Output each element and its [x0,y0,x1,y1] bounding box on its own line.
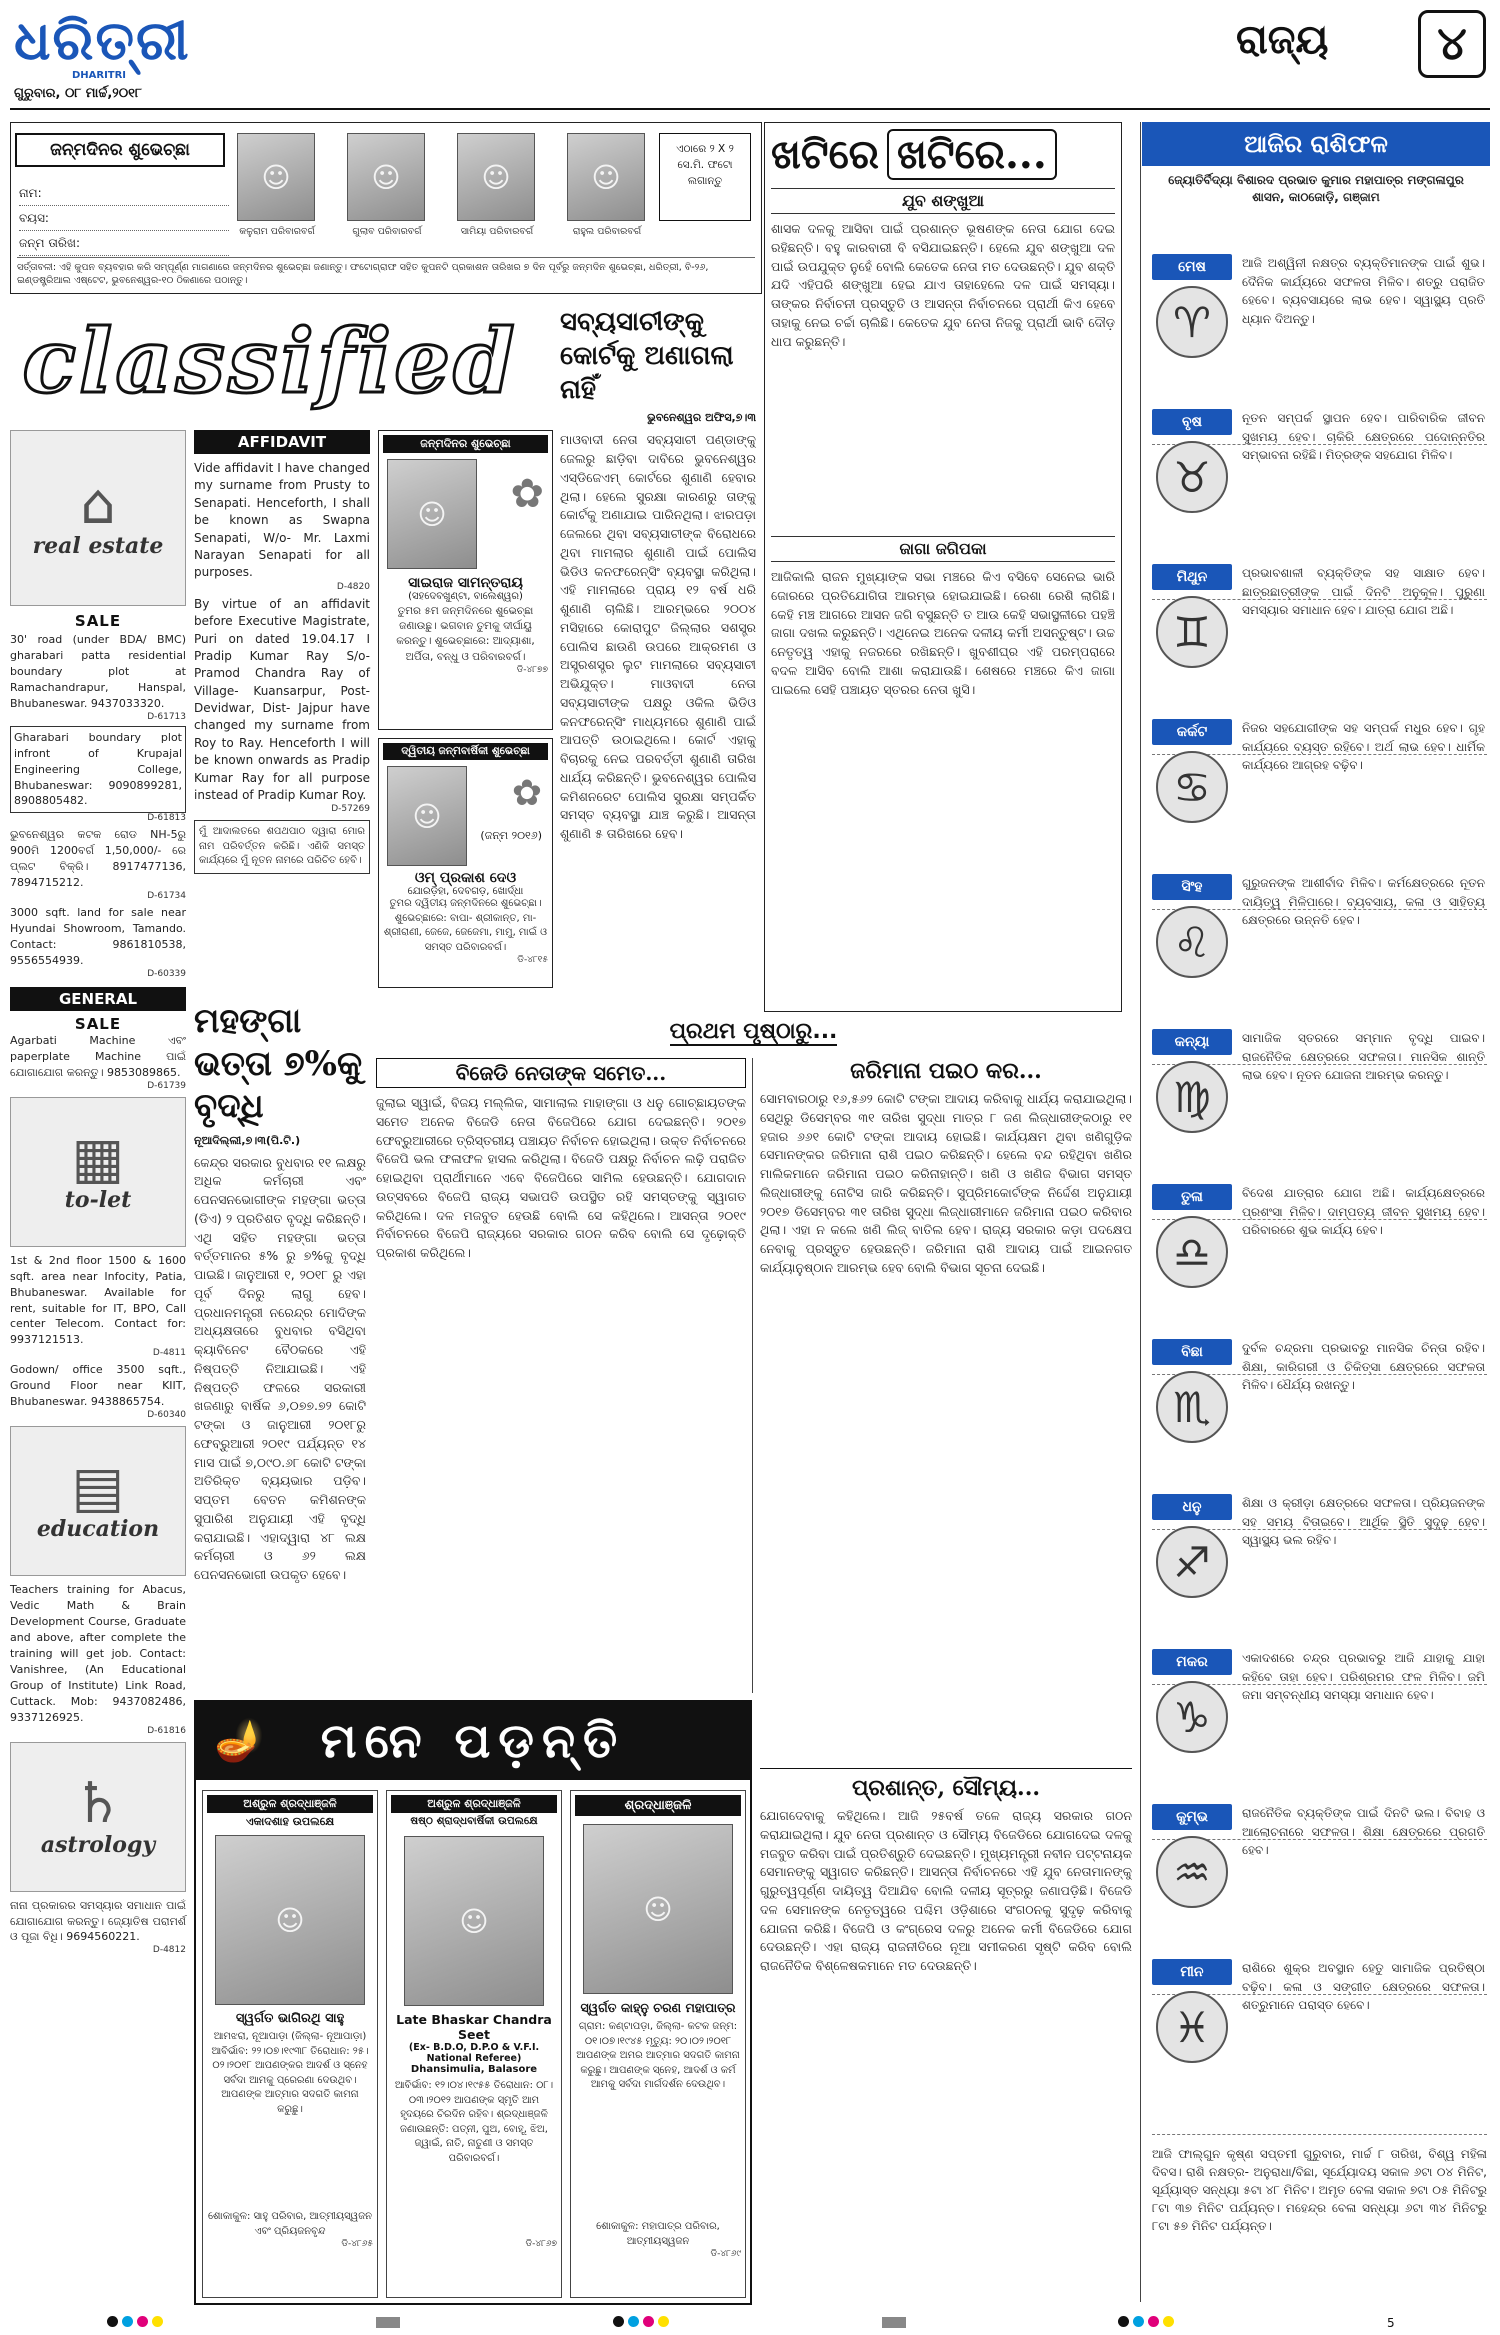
obit-3-name: ସ୍ୱର୍ଗତ କାହ୍ନୁ ଚରଣ ମହାପାତ୍ର [580,2000,736,2015]
mane-padanti-title-text: ମନେ ପଡ଼ନ୍ତି [320,1713,626,1769]
education-label: education [36,1516,160,1543]
leo-icon: ♌ [1156,906,1228,978]
grey-patch-2 [882,2317,906,2328]
to-let-label: to-let [64,1186,132,1213]
registration-marks-2 [611,2316,671,2330]
affidavit-ad-3: ମୁଁ ଆଦାଲତରେ ଶପଥପାଠ ଦ୍ୱାରା ମୋର ନାମ ପରିବର୍ତ୍ତନ କରିଛି। ଏଣିକି ସମସ୍ତ କାର୍ଯ୍ୟରେ ମୁଁ ନୂତନ ନାମରେ ପରିଚିତ ହେବି। [194,820,370,874]
birthday-wish-1 [378,430,553,730]
aries-icon: ♈ [1156,286,1228,358]
birthday-wish-1-photo: ☺ [387,459,477,569]
coupon-photo-3: ☺ [457,133,535,221]
affidavit-column [194,430,370,990]
education-box [10,1426,186,1576]
astrology-ad: ନାନା ପ୍ରକାରର ସମସ୍ୟାର ସମାଧାନ ପାଇଁ ଯୋଗାଯୋଗ କରନ୍ତୁ। ଜ୍ୟୋତିଷ ପରାମର୍ଶ ଓ ପୂଜା ବିଧି। 9694560221. [10,1898,186,1944]
to-let-ad-2-code: D-60340 [147,1410,186,1421]
rashi-brusha-name: ବୃଷ [1152,409,1232,435]
story-court-body: ମାଓବାଦୀ ନେତା ସବ୍ୟସାଚୀ ପଣ୍ଡାଙ୍କୁ ଜେଲରୁ ଛାଡ଼ିବା ଦାବିରେ ଭୁବନେଶ୍ୱର ଏସ୍‌ଡିଜେଏମ୍ କୋର୍ଟରେ ଶୁଣାଣି ହେବାର ଥିଲା। ହେଲେ ସୁରକ୍ଷା କାରଣରୁ ତାଙ୍କୁ କୋର୍ଟକୁ ଅଣାଯାଇ ପାରିନଥିଲା। ଝାରପଡ଼ା ଜେଲରେ ଥିବା ସବ୍ୟସାଚୀଙ୍କ ବିରୋଧରେ ଥିବା ମାମଲାର ଶୁଣାଣି ପାଇଁ ପୋଲିସ ଭିଡିଓ କନଫରେନ୍ସିଂ ବ୍ୟବସ୍ଥା କରିଥିଲା। ଏହି ମାମଲାରେ ପ୍ରାୟ ୧୨ ବର୍ଷ ଧରି ଶୁଣାଣି ଚାଲିଛି। ଆରମ୍ଭରେ ୨୦୦୪ ମସିହାରେ କୋରାପୁଟ ଜିଲ୍ଲାର ସଶସ୍ତ୍ର ପୋଲିସ ଛାଉଣି ଉପରେ ଆକ୍ରମଣ ଓ ଅସ୍ତ୍ରଶସ୍ତ୍ର ଲୁଟ ମାମଲାରେ ସବ୍ୟସାଚୀ ଅଭିଯୁକ୍ତ। ମାଓବାଦୀ ନେତା ସବ୍ୟସାଚୀଙ୍କ ପକ୍ଷରୁ ଓକିଲ ଭିଡିଓ କନଫରେନ୍ସିଂ ମାଧ୍ୟମରେ ଶୁଣାଣି ପାଇଁ ଆପତ୍ତି ଉଠାଇଥିଲେ। କୋର୍ଟ ଏହାକୁ ବିଚାରକୁ ନେଇ ପରବର୍ତ୍ତୀ ଶୁଣାଣି ତାରିଖ ଧାର୍ଯ୍ୟ କରିଛନ୍ତି। ଭୁବନେଶ୍ୱର ପୋଲିସ କମିଶନରେଟ ପୋଲିସ ସୁରକ୍ଷା ସମ୍ପର୍କିତ ସମସ୍ତ ବ୍ୟବସ୍ଥା ଯାଞ୍ଚ କରୁଛି। ଆସନ୍ତା ଶୁଣାଣି ୫ ତାରିଖରେ ହେବ। [560,432,756,842]
birthday-wish-2-title: ଦ୍ୱିତୀୟ ଜନ୍ମବାର୍ଷିକୀ ଶୁଭେଚ୍ଛା [383,743,548,760]
re-ad-1: 30' road (under BDA/ BMC) gharabari patta residential boundary plot at Ramachandrapur, Hanspal, Bhubaneswar. 9437033320. [10,633,186,710]
birthday-wish-1-name: ସାଇରାଜ ସାମନ୍ତରାୟ [408,575,523,591]
astrology-box [10,1742,186,1892]
re-ad-2: Gharabari boundary plot infront of Krupajal Engineering College, Bhubaneswar: 9090899281, 8908805482. [10,726,186,814]
story-divider [752,1058,753,1693]
coupon-photo-1: ☺ [237,133,315,221]
story-bhatta [194,1000,366,1690]
rashi-makara-name: ମକର [1152,1649,1232,1675]
birthday-wish-2-photo: ☺ [387,766,467,866]
page-tag [1236,10,1486,78]
story-bhatta-dateline: ନୂଆଦିଲ୍ଲୀ,୭।୩(ପି.ଟି.) [194,1133,301,1147]
coupon-photo-4: ☺ [567,133,645,221]
coupon-photo-2: ☺ [347,133,425,221]
birthday-wish-2-name: ଓମ୍ ପ୍ରକାଶ ଦେଓ [414,870,517,886]
obit-1-name: ସ୍ୱର୍ଗତ ଭାଗିରଥି ସାହୁ [235,2011,345,2026]
obit-1-header: ଅଶ୍ରୁଳ ଶ୍ରଦ୍ଧାଞ୍ଜଳି [207,1795,373,1813]
rashi-bichha-text: ଦୁର୍ବଳ ଚନ୍ଦ୍ରମା ପ୍ରଭାବରୁ ମାନସିକ ଚିନ୍ତା ରହିବ। ଶିକ୍ଷା, କାରିଗରୀ ଓ ଚିକିତ୍ସା କ୍ଷେତ୍ରରେ ସଫଳତା ମିଳିବ। ଧୈର୍ଯ୍ୟ ରଖନ୍ତୁ। [1242,1341,1485,1393]
edition-date: ଗୁରୁବାର, ୦୮ ମାର୍ଚ୍ଚ,୨୦୧୮ [14,86,142,101]
obit-2-photo: ☺ [404,1836,544,2006]
birthday-wish-2 [378,738,553,988]
rashi-simha-name: ସିଂହ [1152,874,1232,900]
logo-text: ଧରିତ୍ରୀ [14,8,191,72]
education-ad-code: D-61816 [147,1725,186,1736]
books-icon: ▤ [71,1455,125,1521]
general-ad: Agarbati Machine ଏବଂ paperplate Machine ପାଇଁ ଯୋଗାଯୋଗ କରନ୍ତୁ। 9853089865. [10,1033,186,1079]
aquarius-icon: ♒ [1156,1836,1228,1908]
obit-2-name: Late Bhaskar Chandra Seet [396,2012,552,2042]
scorpio-icon: ♏ [1156,1371,1228,1443]
khatire-sub-2: ଜାଗା ଜଗିପକା [771,536,1115,562]
rashi-kanya-text: ସାମାଜିକ ସ୍ତରରେ ସମ୍ମାନ ବୃଦ୍ଧି ପାଇବ। ରାଜନୈତିକ କ୍ଷେତ୍ରରେ ସଫଳତା। ମାନସିକ ଶାନ୍ତି ଲାଭ ହେବ। ନୂତନ ଯୋଜନା ଆରମ୍ଭ କରନ୍ତୁ। [1242,1031,1485,1083]
rashi-meena [1152,1955,1487,2135]
khatire-title [771,129,1115,180]
rashi-mithuna-text: ପ୍ରଭାବଶାଳୀ ବ୍ୟକ୍ତିଙ୍କ ସହ ସାକ୍ଷାତ ହେବ। ଛାତ୍ରଛାତ୍ରୀଙ୍କ ପାଇଁ ଦିନଟି ଅନୁକୂଳ। ପୁରୁଣା ସମସ୍ୟାର ସମାଧାନ ହେବ। ଯାତ୍ରା ଯୋଗ ଅଛି। [1242,566,1485,618]
story-bhatta-body: କେନ୍ଦ୍ର ସରକାର ବୁଧବାର ୧୧ ଲକ୍ଷରୁ ଅଧିକ କର୍ମଚାରୀ ଏବଂ ପେନସନଭୋଗୀଙ୍କ ମହଙ୍ଗା ଭତ୍ତା (ଡିଏ) ୨ ପ୍ରତିଶତ ବୃଦ୍ଧି କରିଛନ୍ତି। ଏଥି ସହିତ ମହଙ୍ଗା ଭତ୍ତା ବର୍ତ୍ତମାନର ୫% ରୁ ୭%କୁ ବୃଦ୍ଧି ପାଇଛି। ଜାନୁଆରୀ ୧, ୨୦୧୮ ରୁ ଏହା ପୂର୍ବ ଦିନରୁ ଲାଗୁ ହେବ। ପ୍ରଧାନମନ୍ତ୍ରୀ ନରେନ୍ଦ୍ର ମୋଦିଙ୍କ ଅଧ୍ୟକ୍ଷତାରେ ବୁଧବାର ବସିଥିବା କ୍ୟାବିନେଟ ବୈଠକରେ ଏହି ନିଷ୍ପତ୍ତି ନିଆଯାଇଛି। ଏହି ନିଷ୍ପତ୍ତି ଫଳରେ ସରକାରୀ ଖଜଣାରୁ ବାର୍ଷିକ ୬,୦୭୭.୭୨ କୋଟି ଟଙ୍କା ଓ ଜାନୁଆରୀ ୨୦୧୮ରୁ ଫେବ୍ରୁଆରୀ ୨୦୧୯ ପର୍ଯ୍ୟନ୍ତ ୧୪ ମାସ ପାଇଁ ୭,୦୯୦.୬୮ କୋଟି ଟଙ୍କା ଅତିରିକ୍ତ ବ୍ୟୟଭାର ପଡ଼ିବ। ସପ୍ତମ ବେତନ କମିଶନଙ୍କ ସୁପାରିଶ ଅନୁଯାୟୀ ଏହି ବୃଦ୍ଧି କରାଯାଇଛି। ଏହାଦ୍ୱାରା ୪୮ ଲକ୍ଷ କର୍ମଚାରୀ ଓ ୬୨ ଲକ୍ଷ ପେନସନଭୋଗୀ ଉପକୃତ ହେବେ। [194,1154,366,1582]
field-name: ନାମ: [19,181,229,206]
rashi-makara-text: ଏକାଦଶରେ ଚନ୍ଦ୍ର ପ୍ରଭାବରୁ ଆଜି ଯାହାକୁ ଯାହା କହିବେ ତାହା ହେବ। ପରିଶ୍ରମର ଫଳ ମିଳିବ। ଜମି ଜମା ସମ୍ବନ୍ଧୀୟ ସମସ୍ୟା ସମାଧାନ ହେବ। [1242,1651,1485,1703]
classified-banner-text: classified [22,309,518,413]
flower-icon: ✿ [510,471,544,517]
obit-3-family: ଶୋକାକୁଳ: ମହାପାତ୍ର ପରିବାର, ଆତ୍ମୀୟସ୍ୱଜନ [596,2221,720,2247]
building-icon: ▦ [71,1125,125,1191]
birthday-wish-1-title: ଜନ୍ମଦିନର ଶୁଭେଚ୍ଛା [383,435,548,453]
horoscope-divider [1140,122,1141,2302]
education-ad: Teachers training for Abacus, Vedic Math & Brain Development Course, Graduate and above, after complete the training will get job. Contact: Vanishree, (An Educational Group of Institute) Link Road, Cuttack. Mob: 9437082486, 9337126925. [10,1583,186,1724]
coupon-caption-3: ସାମିୟା ପରିବାରବର୍ଗ [460,226,534,237]
general-ad-code: D-61739 [147,1080,186,1091]
rashi-kumbha-text: ରାଜନୈତିକ ବ୍ୟକ୍ତିଙ୍କ ପାଇଁ ଦିନଟି ଭଲ। ବିବାହ ଓ ଆଲୋଚନାରେ ସଫଳତା। ଶିକ୍ଷା କ୍ଷେତ୍ରରେ ପ୍ରଗତି ହେବ। [1242,1806,1485,1858]
classified-column-1 [10,430,186,2305]
re-ad-2-code: D-61813 [147,813,186,824]
general-heading: GENERAL [10,987,186,1011]
story-prashant-title: ପ୍ରଶାନ୍ତ, ସୌମ୍ୟ... [760,1768,1132,1801]
rashi-tula-text: ବିଦେଶ ଯାତ୍ରାର ଯୋଗ ଅଛି। କାର୍ଯ୍ୟକ୍ଷେତ୍ରରେ ପ୍ରଶଂସା ମିଳିବ। ଦାମ୍ପତ୍ୟ ଜୀବନ ସୁଖମୟ ହେବ। ପରିବାରରେ ଶୁଭ କାର୍ଯ୍ୟ ହେବ। [1242,1186,1485,1238]
story-bjd-leaders [376,1058,746,1693]
affidavit-ad-2-code: D-57269 [331,804,370,815]
grey-patch-1 [376,2317,400,2328]
obit-2-subheader: ଷଷ୍ଠ ଶ୍ରାଦ୍ଧବାର୍ଷିକୀ ଉପଲକ୍ଷେ [410,1815,538,1827]
rashi-simha-text: ଗୁରୁଜନଙ୍କ ଆଶୀର୍ବାଦ ମିଳିବ। କର୍ମକ୍ଷେତ୍ରରେ ନୂତନ ଦାୟିତ୍ୱ ମିଳିପାରେ। ବ୍ୟବସାୟ, କଳା ଓ ସାହିତ୍ୟ କ୍ଷେତ୍ରରେ ଉନ୍ନତି ହେବ। [1242,876,1485,928]
affidavit-ad-2: By virtue of an affidavit before Executive Magistrate, Puri on dated 19.04.17 I Pradip Kumar Ray S/o- Pramod Chandra Ray of Village- Kuansarpur, Post- Devidwar, Dist- Jajpur have changed my surname from Roy to Ray. Henceforth I will be known onwards as Pradip Kumar Ray for all purpose instead of Pradip Kumar Roy. [194,596,370,803]
rashi-meena-text: ରାଶିରେ ଶୁକ୍ର ଅବସ୍ଥାନ ହେତୁ ସାମାଜିକ ପ୍ରତିଷ୍ଠା ବଢ଼ିବ। କଳା ଓ ସଙ୍ଗୀତ କ୍ଷେତ୍ରରେ ସଫଳତା। ଶତ୍ରୁମାନେ ପରାସ୍ତ ହେବେ। [1242,1961,1485,2013]
birthday-wish-2-caption: (ଜନ୍ମ ୨୦୧୬) [480,829,542,842]
rashi-kanya-name: କନ୍ୟା [1152,1029,1232,1055]
sagittarius-icon: ♐ [1156,1526,1228,1598]
classified-banner [10,306,530,416]
obit-1-code: ଡି-୪୮୬୫ [341,2239,373,2249]
rashi-tula-name: ତୁଳା [1152,1184,1232,1210]
obit-1-family: ଶୋକାକୁଳ: ସାହୁ ପରିବାର, ଆତ୍ମୀୟସ୍ୱଜନ ଏବଂ ପ୍ରିୟଜନବୃନ୍ଦ [207,2211,373,2237]
rashi-karkata-text: ନିଜର ସହଯୋଗୀଙ୍କ ସହ ସମ୍ପର୍କ ମଧୁର ହେବ। ଗୃହ କାର୍ଯ୍ୟରେ ବ୍ୟସ୍ତ ରହିବେ। ଅର୍ଥ ଲାଭ ହେବ। ଧାର୍ମିକ କାର୍ଯ୍ୟରେ ଆଗ୍ରହ ବଢ଼ିବ। [1242,721,1485,773]
obit-3-details: ଗ୍ରାମ: କଣ୍ଟାପଡ଼ା, ଜିଲ୍ଲା- କଟକ ଜନ୍ମ: ୦୧।୦୭।୧୯୪୫ ମୃତ୍ୟୁ: ୨୦।୦୨।୨୦୧୮ ଆପଣଙ୍କ ଅମର ଆତ୍ମାର ସଦଗତି କାମନା କରୁଛୁ। ଆପଣଙ୍କ ସ୍ନେହ, ଆଦର୍ଶ ଓ କର୍ମ ଆମକୁ ସର୍ବଦା ମାର୍ଗଦର୍ଶନ ଦେଉଥିବ। [576,2021,740,2090]
khatire-title-1: ଖଟିରେ [771,131,879,178]
page-number: ୪ [1418,10,1486,78]
obituary-card-1 [202,1790,378,2298]
general-subheading: SALE [74,1014,122,1033]
real-estate-heading: SALE [74,612,122,630]
masthead-rule [10,108,1490,110]
obit-3-header: ଶ୍ରଦ୍ଧାଞ୍ଜଳି [575,1795,741,1816]
section-label: ରାଜ୍ୟ [1236,16,1329,63]
story-bjd-leaders-title: ବିଜେଡି ନେତାଙ୍କ ସମେତ... [376,1058,746,1088]
khatire-body-1: ଶାସକ ଦଳକୁ ଆସିବା ପାଇଁ ପ୍ରଶାନ୍ତ ଭୂଷଣଙ୍କ ନେତା ଯୋଗ ଦେଇ ରହିଛନ୍ତି। ବହୁ କାରବାରୀ ବି ବସିଯାଇଛନ୍ତି। ହେଲେ ଯୁବ ଶଙ୍ଖୁଆ ଦଳ ପାଇଁ ଉପଯୁକ୍ତ ନୁହେଁ ବୋଲି କେତେକ ନେତା ମତ ଦେଉଛନ୍ତି। ଯୁବ ଶକ୍ତି ଯଦି ଏହିପରି ଶଙ୍ଖୁଆ ହେଇ ଯାଏ ତାହାହେଲେ ଦଳ ପାଇଁ ସମସ୍ୟା। ତାଙ୍କର ନିର୍ବାଚନୀ ପ୍ରସ୍ତୁତି ଓ ଆସନ୍ତା ନିର୍ବାଚନରେ ପ୍ରାର୍ଥୀ କିଏ ହେବେ ତାହାକୁ ନେଇ ଚର୍ଚ୍ଚା ଚାଲିଛି। କେତେକ ଯୁବ ନେତା ନିଜକୁ ପ୍ରାର୍ଥୀ ଭାବି ଦୌଡ଼ ଧାପ କରୁଛନ୍ତି। [771,221,1115,349]
front-cont-label: ପ୍ରଥମ ପୃଷ୍ଠାରୁ... [669,1018,838,1044]
registration-marks-3 [1116,2316,1176,2330]
khatire-body-2: ଆଜିକାଲି ରାଜନ ମୁଖ୍ୟାଙ୍କ ସଭା ମଞ୍ଚରେ କିଏ ବସିବେ ସେନେଇ ଭାରି ଜୋରରେ ପ୍ରତିଯୋଗିତା ଆରମ୍ଭ ହୋଇଯାଇଛି। ରେଶା ରେଶି ଲାଗିଛି। କେହି ମଞ୍ଚ ଆଗରେ ଆସନ ଜଗି ବସୁଛନ୍ତି ତ ଆଉ କେହି ସଭାସ୍ଥଳୀରେ ପହଞ୍ଚି ଜାଗା ଦଖଲ କରୁଛନ୍ତି। ଏଥିନେଇ ଅନେକ ଦଳୀୟ କର୍ମୀ ଅସନ୍ତୁଷ୍ଟ। ଉଚ୍ଚ ନେତୃତ୍ୱ ଏହାକୁ ନଜରରେ ରଖିଛନ୍ତି। ଖୁବଶୀଘ୍ର ଏହି ପରମ୍ପରାରେ ବଦଳ ଆସିବ ବୋଲି ଆଶା କରାଯାଉଛି। ଶେଷରେ ମଞ୍ଚରେ କିଏ ଜାଗା ପାଇଲେ ସେହି ପଞ୍ଚାୟତ ସ୍ତରର ନେତା ଖୁସି। [771,569,1115,697]
registration-marks-1 [105,2316,165,2330]
column-khatire [764,122,1122,1012]
lamp-icon: 🪔 [214,1717,272,1764]
obituary-card-3 [570,1790,746,2298]
birthday-wish-2-text: ତୁମର ଦ୍ୱିତୀୟ ଜନ୍ମଦିନରେ ଶୁଭେଚ୍ଛା। ଶୁଭେଚ୍ଛାରେ: ବାପା- ଶ୍ରୀକାନ୍ତ, ମା- ଶ୍ରୀରାଣୀ, ଜେଜେ, ଜେଜେମା, ମାମୁ, ମାଇଁ ଓ ସମସ୍ତ ପରିବାରବର୍ଗ। [383,898,548,953]
birthday-coupon [10,122,762,294]
story-court-dateline: ଭୁବନେଶ୍ୱର ଅଫିସ,୭।୩ [647,411,756,425]
story-jarimana-body: ସୋମବାରଠାରୁ ୧୬,୫୬୨ କୋଟି ଟଙ୍କା ଆଦାୟ କରିବାକୁ ଧାର୍ଯ୍ୟ କରାଯାଇଥିଲା। ସେଥିରୁ ଡିସେମ୍ବର ୩୧ ତାରିଖ ସୁଦ୍ଧା ମାତ୍ର ୮ ଜଣ ଲିଜ୍‌ଧାରୀଙ୍କଠାରୁ ୧୧ ହଜାର ୬୬୧ କୋଟି ଟଙ୍କା ଆଦାୟ ହୋଇଛି। କାର୍ଯ୍ୟକ୍ଷମ ଥିବା ଖଣିଗୁଡ଼ିକ ସେମାନଙ୍କର ଜରିମାନା ରାଶି ପଇଠ କରିଛନ୍ତି। ହେଲେ ବନ୍ଦ ରହିଥିବା ଖଣିର ମାଲିକମାନେ ଜରିମାନା ପଇଠ କରିନାହାନ୍ତି। ଖଣି ଓ ଖଣିଜ ବିଭାଗ ସମସ୍ତ ଲିଜ୍‌ଧାରୀଙ୍କୁ ନୋଟିସ ଜାରି କରିଛନ୍ତି। ସୁପ୍ରିମକୋର୍ଟଙ୍କ ନିର୍ଦ୍ଦେଶ ଅନୁଯାୟୀ ୨୦୧୭ ଡିସେମ୍ବର ୩୧ ତାରିଖ ସୁଦ୍ଧା ଲିଜ୍‌ଧାରୀମାନେ ଜରିମାନା ପଇଠ କରିବାର ଥିଲା। ଏହା ନ କଲେ ଖଣି ଲିଜ୍ ବାତିଲ ହେବ। ରାଜ୍ୟ ସରକାର କଡ଼ା ପଦକ୍ଷେପ ନେବାକୁ ପ୍ରସ୍ତୁତ ହେଉଛନ୍ତି। ଜରିମାନା ରାଶି ଆଦାୟ ପାଇଁ ଆଇନଗତ କାର୍ଯ୍ୟାନୁଷ୍ଠାନ ଆରମ୍ଭ ହେବ ବୋଲି ବିଭାଗ ସୂଚନା ଦେଇଛି। [760,1091,1132,1275]
obit-2-code: ଡି-୪୮୬୭ [525,2239,557,2249]
real-estate-label: real estate [32,533,164,559]
birthday-wish-1-text: ତୁମର ୫ମ ଜନ୍ମଦିନରେ ଶୁଭେଚ୍ଛା ଜଣାଉଛୁ। ଭଗବାନ ତୁମକୁ ଦୀର୍ଘାୟୁ କରନ୍ତୁ। ଶୁଭେଚ୍ଛାରେ: ଆଦ୍ୟାଶା, ଅର୍ପିତା, ବନ୍ଧୁ ଓ ପରିବାରବର୍ଗ। [396,605,535,663]
taurus-icon: ♉ [1156,441,1228,513]
rashi-meena-name: ମୀନ [1152,1959,1232,1985]
gemini-icon: ♊ [1156,596,1228,668]
mane-padanti-section [194,1700,752,2305]
libra-icon: ♎ [1156,1216,1228,1288]
rashi-dhanu-name: ଧନୁ [1152,1494,1232,1520]
planet-icon: ♄ [72,1770,124,1836]
coupon-fields [19,181,229,256]
coupon-caption-4: ରାହୁଲ ପରିବାରବର୍ଗ [572,226,642,237]
panjika-text: ଆଜି ଫାଲ୍ଗୁନ କୃଷ୍ଣ ସପ୍ତମୀ ଗୁରୁବାର, ମାର୍ଚ୍ଚ ୮ ତାରିଖ, ବିଶ୍ୱ ମହିଳା ଦିବସ। ରାଶି ନକ୍ଷତ୍ର- ଅନୁରାଧା/ବିଛା, ସୂର୍ଯ୍ୟୋଦୟ ସକାଳ ୬ଟା ୦୪ ମିନିଟ, ସୂର୍ଯ୍ୟାସ୍ତ ସନ୍ଧ୍ୟା ୫ଟା ୪୮ ମିନିଟ। ଅମୃତ ବେଳା ସକାଳ ୭ଟା ୦୫ ମିନିଟରୁ ୮ଟା ୩୭ ମିନିଟ ପର୍ଯ୍ୟନ୍ତ। ମହେନ୍ଦ୍ର ବେଳା ସନ୍ଧ୍ୟା ୬ଟା ୩୪ ମିନିଟରୁ ୮ଟା ୫୭ ମିନିଟ ପର୍ଯ୍ୟନ୍ତ। [1152,2147,1487,2233]
pisces-icon: ♓ [1156,1991,1228,2063]
to-let-box [10,1097,186,1247]
obit-3-photo: ☺ [583,1824,733,1994]
rashi-karkata-name: କର୍କଟ [1152,719,1232,745]
horoscope-astrologer: ଜ୍ୟୋତିର୍ବିଦ୍ୟା ବିଶାରଦ ପ୍ରଭାତ କୁମାର ମହାପାତ୍ର ମଙ୍ଗଳାପୁର ଶାସନ, କାଠଜୋଡ଼ି, ଗଞ୍ଜାମ [1168,173,1464,205]
to-let-ad-1: 1st & 2nd floor 1500 & 1600 sqft. area near Infocity, Patia, Bhubaneswar. Available for rent, suitable for IT, BPO, Call center Telecom. Contact for: 9937121513. [10,1253,186,1347]
obit-2-place: Dhansimulia, Balasore [410,2064,538,2075]
rashi-bichha-name: ବିଛା [1152,1339,1232,1365]
print-registration-strip [0,2310,1500,2335]
field-age: ବୟସ: [19,206,229,231]
real-estate-box [10,430,186,606]
re-ad-3-code: D-61734 [147,891,186,902]
rashi-mithuna-name: ମିଥୁନ [1152,564,1232,590]
obit-2-title-line: (Ex- B.D.O, D.P.O & V.F.I. National Referee) [408,2042,540,2064]
rashi-mesha-name: ମେଷ [1152,254,1232,280]
masthead-logo [14,10,204,84]
photo-size-box: ଏଠାରେ ୨ X ୨ ସେ.ମି. ଫଟୋ ଲଗାନ୍ତୁ [659,133,751,221]
story-jarimana-title: ଜରିମାନା ପଇଠ କର... [850,1058,1042,1084]
house-icon: ⌂ [80,472,116,537]
virgo-icon: ♍ [1156,1061,1228,1133]
birthday-wish-2-code: ଡି-୪୮୧୫ [517,955,548,965]
story-court [560,306,756,996]
cancer-icon: ♋ [1156,751,1228,823]
mane-padanti-title [196,1702,750,1780]
to-let-ad-1-code: D-4811 [152,1348,186,1359]
rashi-brusha-text: ନୂତନ ସମ୍ପର୍କ ସ୍ଥାପନ ହେବ। ପାରିବାରିକ ଜୀବନ ସୁଖମୟ ହେବ। ଚାକିରି କ୍ଷେତ୍ରରେ ପଦୋନ୍ନତିର ସମ୍ଭାବନା ରହିଛି। ମିତ୍ରଙ୍କ ସହଯୋଗ ମିଳିବ। [1242,411,1485,463]
front-cont-banner [376,1012,1131,1052]
capricorn-icon: ♑ [1156,1681,1228,1753]
re-ad-4: 3000 sqft. land for sale near Hyundai Showroom, Tamando. Contact: 9861810538, 9556554939. [10,906,186,967]
rashi-kumbha-name: କୁମ୍ଭ [1152,1804,1232,1830]
astrology-ad-code: D-4812 [152,1945,186,1956]
obit-1-subheader: ଏକାଦଶାହ ଉପଲକ୍ଷେ [245,1815,335,1828]
astrology-label: astrology [40,1831,156,1858]
to-let-ad-2: Godown/ office 3500 sqft., Ground Floor near KIIT, Bhubaneswar. 9438865754. [10,1363,186,1409]
obituary-card-2 [386,1790,562,2298]
logo-subtext: DHARITRI [71,70,127,81]
story-bhatta-headline: ମହଙ୍ଗା ଭତ୍ତା ୭%କୁ ବୃଦ୍ଧି [194,1001,363,1126]
page-folio: 5 [1386,2315,1395,2330]
obit-1-details: ଆମଝରା, ନୂଆପାଡ଼ା (ଜିଲ୍ଲା- ନୂଆପାଡ଼ା) ଆବିର୍ଭାବ: ୨୨।୦୭।୧୯୩୮ ତିରୋଧାନ: ୨୫।୦୨।୨୦୧୮ ଆପଣଙ୍କର ଆଦର୍ଶ ଓ ସ୍ନେହ ସର୍ବଦା ଆମକୁ ପ୍ରେରଣା ଦେଉଥିବ। ଆପଣଙ୍କ ଆତ୍ମାର ସଦଗତି କାମନା କରୁଛୁ। [211,2031,369,2115]
re-ad-1-code: D-61713 [147,711,186,722]
khatire-sub-1: ଯୁବ ଶଙ୍ଖୁଆ [771,188,1115,214]
khatire-title-2: ଖଟିରେ... [887,129,1057,180]
story-jarimana [760,1058,1132,1758]
obit-2-header: ଅଶ୍ରୁଳ ଶ୍ରଦ୍ଧାଞ୍ଜଳି [391,1795,557,1813]
birthday-coupon-title: ଜନ୍ମଦିନର ଶୁଭେଚ୍ଛା [15,133,225,167]
re-ad-4-code: D-60339 [147,968,186,979]
rashi-dhanu-text: ଶିକ୍ଷା ଓ କ୍ରୀଡ଼ା କ୍ଷେତ୍ରରେ ସଫଳତା। ପ୍ରିୟଜନଙ୍କ ସହ ସମୟ ବିତାଇବେ। ଆର୍ଥିକ ସ୍ଥିତି ସୁଦୃଢ଼ ହେବ। ସ୍ୱାସ୍ଥ୍ୟ ଭଲ ରହିବ। [1242,1496,1485,1548]
obit-1-photo: ☺ [215,1835,365,2005]
coupon-terms: ସର୍ତ୍ତାବଳୀ: ଏହି କୁପନ ବ୍ୟବହାର କରି ସମ୍ପୂର୍ଣ୍ଣ ମାଗଣାରେ ଜନ୍ମଦିନର ଶୁଭେଚ୍ଛା ଜଣାନ୍ତୁ। ଫଟୋଗ୍ରାଫ ସହିତ କୁପନଟି ପ୍ରକାଶନ ତାରିଖର ୭ ଦିନ ପୂର୍ବରୁ ଜନ୍ମଦିନ ଶୁଭେଚ୍ଛା, ଧରିତ୍ରୀ, ବି-୨୬, ଇଣ୍ଡଷ୍ଟ୍ରିଆଲ ଏଷ୍ଟେଟ, ଭୁବନେଶ୍ୱର-୧୦ ଠିକଣାରେ ପଠାନ୍ତୁ। [17,257,755,288]
birthday-wish-1-place: (ସହଦେବଖୁଣ୍ଟା, ବାଲେଶ୍ୱର) [408,591,523,602]
story-prashant [760,1768,1132,2304]
affidavit-heading: AFFIDAVIT [194,430,370,454]
flower-icon: ✿ [511,773,542,814]
birthday-wish-2-place: ଯୋରଡ଼ିହା, ଦେବଗଡ଼, ଖୋର୍ଦ୍ଧା [407,886,524,897]
obit-2-details: ଆବିର୍ଭାବ: ୧୨।୦୪।୧୯୫୫ ତିରୋଧାନ: ୦୮।୦୩।୨୦୧୨ ଆପଣଙ୍କ ସ୍ମୃତି ଆମ ହୃଦୟରେ ଚିରଦିନ ରହିବ। ଶ୍ରଦ୍ଧାଞ୍ଜଳି ଜଣାଉଛନ୍ତି: ପତ୍ନୀ, ପୁଅ, ବୋହୂ, ଝିଅ, ଜ୍ୱାଇଁ, ନାତି, ନାତୁଣୀ ଓ ସମସ୍ତ ପରିବାରବର୍ଗ। [394,2080,554,2164]
horoscope-title: ଆଜିର ରାଶିଫଳ [1142,122,1490,166]
obit-3-code: ଡି-୪୮୬୯ [710,2249,741,2259]
birthday-wish-1-code: ଡି-୪୮୭୭ [516,664,548,675]
affidavit-ad-1-code: D-4820 [336,581,370,592]
story-court-headline: ସବ୍ୟସାଚୀଙ୍କୁ କୋର୍ଟକୁ ଅଣାଗଲା ନାହିଁ [560,307,734,405]
story-bjd-leaders-body: ଜୁଲାଇ ସ୍ୱାଇଁ, ବିଜୟ ମଲ୍ଲିକ, ସାମାଲାଲ ମାହାଙ୍ଗା ଓ ଧନୁ ଗୋଚ୍ଛାୟତଙ୍କ ସମେତ ଅନେକ ବିଜେଡି ନେତା ବିଜେପିରେ ଯୋଗ ଦେଇଛନ୍ତି। ୨୦୧୭ ଫେବ୍ରୁଆରୀରେ ତ୍ରିସ୍ତରୀୟ ପଞ୍ଚାୟତ ନିର୍ବାଚନ ହୋଇଥିଲା। ଉକ୍ତ ନିର୍ବାଚନରେ ବିଜେପି ଭଲ ଫଳାଫଳ ହାସଲ କରିଥିଲା। ବିଜେଡି ପକ୍ଷରୁ ନିର୍ବାଚନ ଲଢ଼ି ପରାଜିତ ହୋଇଥିବା ପ୍ରାର୍ଥୀମାନେ ଏବେ ବିଜେପିରେ ସାମିଲ ହେଉଛନ୍ତି। ଯୋଗଦାନ ଉତ୍ସବରେ ବିଜେପି ରାଜ୍ୟ ସଭାପତି ଉପସ୍ଥିତ ରହି ସମସ୍ତଙ୍କୁ ସ୍ୱାଗତ କରିଥିଲେ। ଦଳ ମଜବୁତ ହେଉଛି ବୋଲି ସେ କହିଥିଲେ। ଆସନ୍ତା ୨୦୧୯ ନିର୍ବାଚନରେ ବିଜେପି ରାଜ୍ୟରେ ସରକାର ଗଠନ କରିବ ବୋଲି ସେ ଦୃଢ଼ୋକ୍ତି ପ୍ରକାଶ କରିଥିଲେ। [376,1095,746,1260]
story-prashant-body: ଯୋଗଦେବାକୁ କହିଥିଲେ। ଆଜି ୨୫ବର୍ଷ ତଳେ ରାଜ୍ୟ ସରକାର ଗଠନ କରାଯାଇଥିଲା। ଯୁବ ନେତା ପ୍ରଶାନ୍ତ ଓ ସୌମ୍ୟ ବିଜେଡିରେ ଯୋଗଦେଇ ଦଳକୁ ମଜବୁତ କରିବା ପାଇଁ ପ୍ରତିଶ୍ରୁତି ଦେଇଛନ୍ତି। ମୁଖ୍ୟମନ୍ତ୍ରୀ ନବୀନ ପଟ୍ଟନାୟକ ସେମାନଙ୍କୁ ସ୍ୱାଗତ କରିଛନ୍ତି। ଆସନ୍ତା ନିର୍ବାଚନରେ ଏହି ଯୁବ ନେତାମାନଙ୍କୁ ଗୁରୁତ୍ୱପୂର୍ଣ୍ଣ ଦାୟିତ୍ୱ ଦିଆଯିବ ବୋଲି ଦଳୀୟ ସୂତ୍ରରୁ ଜଣାପଡ଼ିଛି। ବିଜେଡି ଦଳ ସେମାନଙ୍କ ନେତୃତ୍ୱରେ ପଶ୍ଚିମ ଓଡ଼ିଶାରେ ସଂଗଠନକୁ ସୁଦୃଢ଼ କରିବାକୁ ଯୋଜନା କରିଛି। ବିଜେପି ଓ କଂଗ୍ରେସ ଦଳରୁ ଅନେକ କର୍ମୀ ବିଜେଡିରେ ଯୋଗ ଦେଉଛନ୍ତି। ଏହା ରାଜ୍ୟ ରାଜନୀତିରେ ନୂଆ ସମୀକରଣ ସୃଷ୍ଟି କରିବ ବୋଲି ରାଜନୈତିକ ବିଶ୍ଳେଷକମାନେ ମତ ଦେଉଛନ୍ତି। [760,1808,1132,1973]
coupon-caption-2: ଗୁଲାବ ପରିବାରବର୍ଗ [352,226,422,237]
affidavit-ad-1: Vide affidavit I have changed my surname from Prusty to Senapati. Henceforth, I shall be known as Swapna Senapati, W/o- Mr. Laxmi Narayan Senapati for all purposes. [194,461,370,580]
coupon-caption-1: କଳୁରାମ ପରିବାରବର୍ଗ [239,226,315,237]
re-ad-3: ଭୁବନେଶ୍ୱର କଟକ ରୋଡ NH-5ରୁ 900ମି 1200ବର୍ଗ 1,50,000/- ରେ ପ୍ଲଟ ବିକ୍ରି। 8917477136, 7894715212. [10,828,186,890]
rashi-mesha-text: ଆଜି ଅଶ୍ୱିନୀ ନକ୍ଷତ୍ର ବ୍ୟକ୍ତିମାନଙ୍କ ପାଇଁ ଶୁଭ। ଦୈନିକ କାର୍ଯ୍ୟରେ ସଫଳତା ମିଳିବ। ଶତ୍ରୁ ପରାଜିତ ହେବେ। ବ୍ୟବସାୟରେ ଲାଭ ହେବ। ସ୍ୱାସ୍ଥ୍ୟ ପ୍ରତି ଧ୍ୟାନ ଦିଅନ୍ତୁ। [1242,256,1485,326]
field-dob: ଜନ୍ମ ତାରିଖ: [19,231,229,256]
